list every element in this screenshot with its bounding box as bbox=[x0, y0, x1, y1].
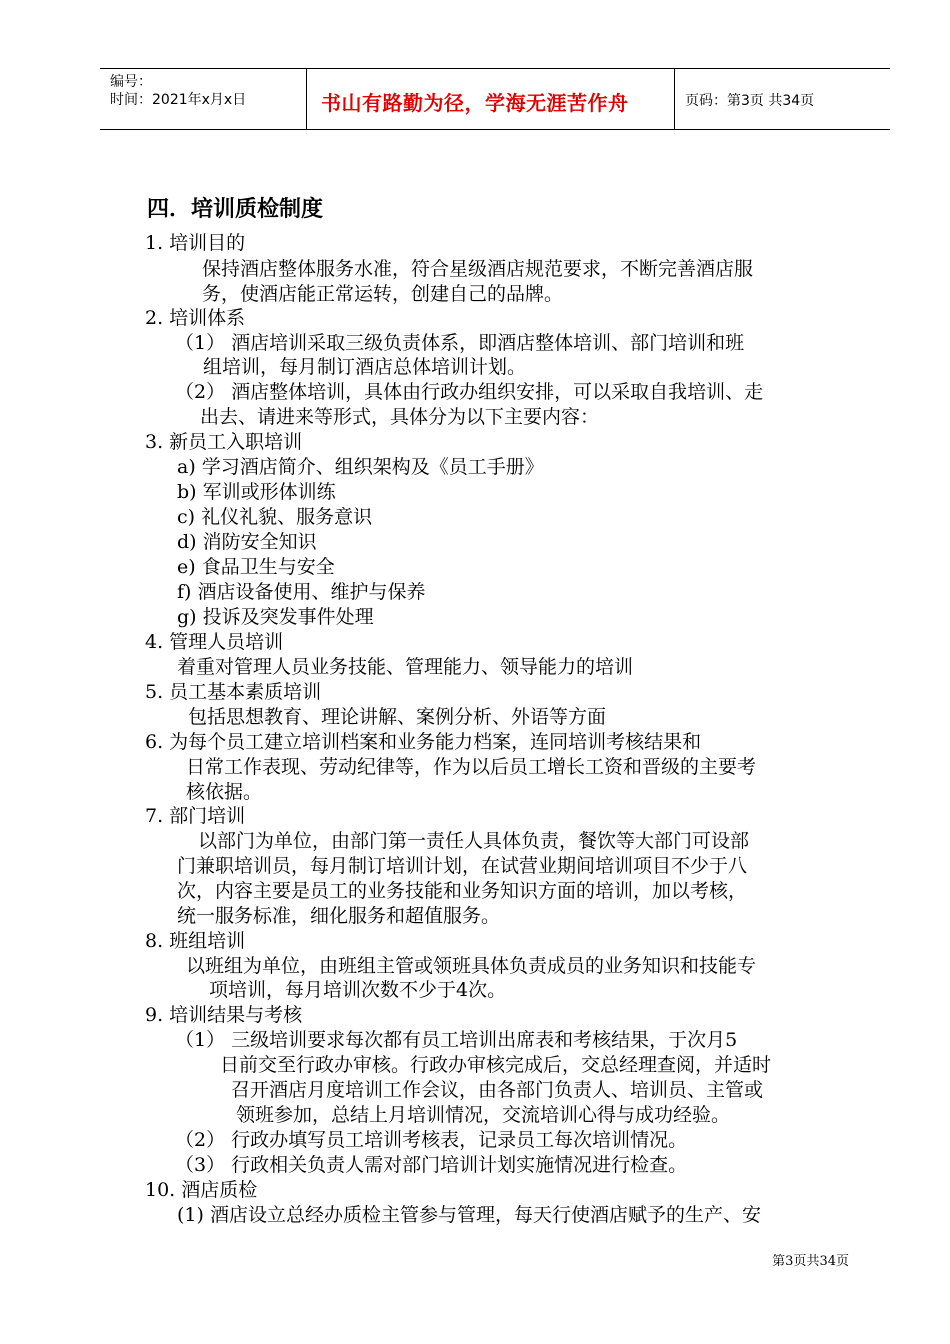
heading-basic-quality-training: 5. 员工基本素质培训 bbox=[145, 681, 322, 703]
body-line: （3） 行政相关负责人需对部门培训计划实施情况进行检查。 bbox=[175, 1154, 688, 1176]
body-line: 出去、请进来等形式，具体分为以下主要内容： bbox=[200, 406, 600, 428]
heading-team-training: 8. 班组培训 bbox=[145, 930, 246, 952]
header-middle-cell bbox=[307, 69, 675, 129]
body-line: （2） 行政办填写员工培训考核表，记录员工每次培训情况。 bbox=[175, 1129, 688, 1151]
body-line: 项培训，每月培训次数不少于4次。 bbox=[209, 979, 507, 1001]
list-item: c) 礼仪礼貌、服务意识 bbox=[177, 506, 373, 528]
body-line: 日常工作表现、劳动纪律等，作为以后员工增长工资和晋级的主要考 bbox=[186, 756, 757, 778]
list-item: e) 食品卫生与安全 bbox=[177, 556, 335, 578]
heading-manager-training: 4. 管理人员培训 bbox=[145, 631, 284, 653]
list-item: f) 酒店设备使用、维护与保养 bbox=[177, 581, 426, 603]
body-line: 以班组为单位，由班组主管或领班具体负责成员的业务知识和技能专 bbox=[186, 955, 757, 977]
heading-new-employee-training: 3. 新员工入职培训 bbox=[145, 431, 303, 453]
header-motto: 书山有路勤为径，学海无涯苦作舟 bbox=[321, 91, 629, 115]
body-line: 保持酒店整体服务水准，符合星级酒店规范要求，不断完善酒店服 bbox=[202, 258, 754, 280]
body-line: 组培训，每月制订酒店总体培训计划。 bbox=[203, 356, 527, 378]
body-line: 门兼职培训员，每月制订培训计划，在试营业期间培训项目不少于八 bbox=[177, 855, 748, 877]
page-footer: 第3页共34页 bbox=[772, 1254, 849, 1269]
heading-hotel-quality-inspection: 10. 酒店质检 bbox=[145, 1179, 258, 1201]
body-line: （2） 酒店整体培训，具体由行政办组织安排，可以采取自我培训、走 bbox=[175, 381, 764, 403]
body-line: 统一服务标准，细化服务和超值服务。 bbox=[177, 905, 501, 927]
heading-training-records: 6. 为每个员工建立培训档案和业务能力档案，连同培训考核结果和 bbox=[145, 731, 702, 753]
heading-training-purpose: 1. 培训目的 bbox=[145, 232, 246, 254]
body-line: 召开酒店月度培训工作会议，由各部门负责人、培训员、主管或 bbox=[231, 1079, 764, 1101]
body-line: 次，内容主要是员工的业务技能和业务知识方面的培训，加以考核， bbox=[177, 880, 748, 902]
header-left-cell bbox=[100, 69, 307, 129]
header-page-info: 页码：第3页 共34页 bbox=[685, 93, 815, 109]
list-item: g) 投诉及突发事件处理 bbox=[177, 606, 374, 628]
heading-training-system: 2. 培训体系 bbox=[145, 307, 246, 329]
header-right-cell bbox=[675, 69, 890, 129]
body-line: (1) 酒店设立总经办质检主管参与管理，每天行使酒店赋予的生产、安 bbox=[177, 1204, 761, 1226]
document-number-label: 编号： bbox=[110, 74, 152, 90]
document-header bbox=[100, 68, 890, 130]
body-line: （1） 酒店培训采取三级负责体系，即酒店整体培训、部门培训和班 bbox=[175, 332, 745, 354]
body-line: （1） 三级培训要求每次都有员工培训出席表和考核结果，于次月5 bbox=[175, 1029, 738, 1051]
body-line: 包括思想教育、理论讲解、案例分析、外语等方面 bbox=[188, 706, 607, 728]
heading-department-training: 7. 部门培训 bbox=[145, 805, 246, 827]
list-item: a) 学习酒店简介、组织架构及《员工手册》 bbox=[177, 456, 544, 478]
list-item: b) 军训或形体训练 bbox=[177, 481, 336, 503]
document-time-label: 时间：2021年x月x日 bbox=[110, 92, 247, 108]
list-item: d) 消防安全知识 bbox=[177, 531, 317, 553]
body-line: 领班参加，总结上月培训情况，交流培训心得与成功经验。 bbox=[236, 1104, 731, 1126]
section-title: 四．培训质检制度 bbox=[147, 197, 324, 222]
heading-training-results: 9. 培训结果与考核 bbox=[145, 1004, 303, 1026]
body-line: 着重对管理人员业务技能、管理能力、领导能力的培训 bbox=[177, 656, 634, 678]
body-line: 日前交至行政办审核。行政办审核完成后，交总经理查阅，并适时 bbox=[220, 1054, 772, 1076]
body-line: 核依据。 bbox=[186, 781, 263, 803]
body-line: 务，使酒店能正常运转，创建自己的品牌。 bbox=[202, 283, 564, 305]
body-line: 以部门为单位，由部门第一责任人具体负责，餐饮等大部门可设部 bbox=[198, 830, 750, 852]
